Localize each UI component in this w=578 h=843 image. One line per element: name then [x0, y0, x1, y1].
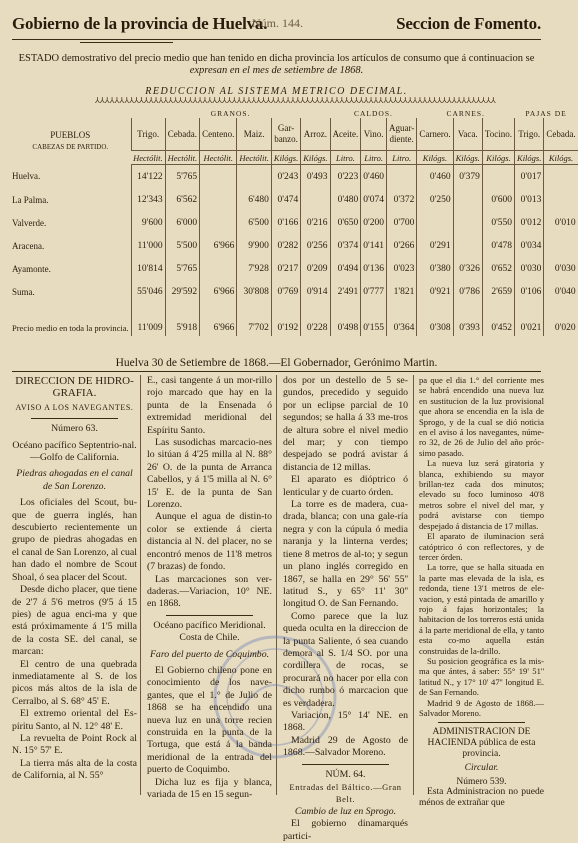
paragraph: El aparato de iluminacion será catóptrico ó con reflectores, y de tercer órden. — [419, 531, 544, 562]
price-cell — [417, 211, 453, 234]
hydrography-heading: DIRECCION DE HIDRO- — [15, 375, 134, 387]
price-cell: 0'020 — [544, 303, 578, 336]
article-header: Cebada. — [544, 118, 578, 151]
price-cell: 0'217 — [271, 257, 300, 280]
price-cell: 0'452 — [482, 303, 514, 336]
table-row — [10, 211, 578, 234]
unit-header: Kilógs. — [453, 151, 482, 165]
table-row — [10, 257, 578, 280]
header-left: Gobierno de la provincia de Huelva. — [12, 14, 268, 33]
signature-rule — [12, 371, 541, 372]
notice-italic-title: Faro del puerto de Coquimbo. — [149, 648, 270, 660]
pueblos-header: PUEBLOS CABEZAS DE PARTIDO. — [32, 129, 109, 151]
price-cell — [237, 165, 272, 189]
article-header: Cebada. — [165, 118, 200, 151]
header-right: Seccion de Fomento. — [396, 14, 541, 33]
price-cell: 0'700 — [387, 211, 417, 234]
page-header — [12, 14, 541, 36]
group-granos: GRANOS. — [210, 108, 251, 118]
section-rule — [438, 722, 526, 723]
circular-label: Circular. — [464, 763, 499, 774]
price-cell: 0'166 — [271, 211, 300, 234]
price-cell: 7'928 — [237, 257, 272, 280]
price-cell: 5'765 — [165, 165, 200, 189]
paragraph: El gobierno dinamarqués partici- — [283, 818, 408, 842]
price-cell: 0'474 — [271, 188, 300, 211]
pueblo-name: Huelva. — [12, 171, 41, 182]
price-cell: 0'074 — [361, 188, 387, 211]
unit-header: Litro. — [387, 151, 417, 165]
price-cell: 0'266 — [387, 234, 417, 257]
price-cell: 6'966 — [200, 234, 237, 257]
price-cell: 0'786 — [453, 280, 482, 303]
table-row — [10, 280, 578, 303]
price-cell: 0'393 — [453, 303, 482, 336]
article-header: Vino. — [361, 118, 387, 151]
price-cell — [200, 211, 237, 234]
price-cell: 6'000 — [165, 211, 200, 234]
paragraph: La nueva luz será giratoria y blanca, exhibiendo su mayor brillan-tez cada dos minutos; elevado su foco luminoso 40'8 metros sobre el nivel del mar, y podrá avistarse con tiempo despejado á distancia de 17 millas. — [419, 458, 544, 531]
price-cell: 29'592 — [165, 280, 200, 303]
price-cell: 0'013 — [515, 188, 544, 211]
paragraph: Madrid 9 de Agosto de 1868.—Salvador Moreno. — [419, 697, 544, 718]
paragraph: Las marcaciones son ver-daderas.—Variacion, 10° NE. en 1868. — [147, 573, 272, 610]
article-header: Trigo. — [131, 118, 165, 151]
unit-header: Hectólit. — [165, 151, 200, 165]
paragraph: dos por un destello de 5 se-gundos, precedido y seguido por un eclipse parcial de 10 segundos; se halla á 33 me-tros de altura sobre el nivel medio del mar; y con tiempo despejado se podrá avistar á distancia de 12 millas. — [283, 375, 408, 473]
article-header: Maiz. — [237, 118, 272, 151]
header-number: Núm. 144. — [252, 16, 303, 30]
price-cell: 0'141 — [361, 234, 387, 257]
price-table — [10, 108, 578, 336]
price-cell: 0'650 — [330, 211, 361, 234]
price-cell: 6'562 — [165, 188, 200, 211]
ornamental-band: ⅄⅄⅄⅄⅄⅄⅄⅄⅄⅄⅄⅄⅄⅄⅄⅄⅄⅄⅄⅄⅄⅄⅄⅄⅄⅄⅄⅄⅄⅄⅄⅄⅄⅄⅄⅄⅄⅄⅄⅄⅄⅄⅄⅄⅄⅄⅄⅄⅄⅄⅄⅄⅄⅄⅄⅄⅄⅄⅄⅄⅄⅄⅄⅄⅄⅄⅄⅄⅄⅄⅄⅄⅄⅄⅄⅄⅄⅄⅄⅄⅄⅄ — [95, 96, 496, 105]
administration-heading: ADMINISTRACION DE HACIENDA pública de esta provincia. — [427, 727, 536, 760]
group-caldos: CALDOS. — [354, 108, 393, 118]
column-4 — [419, 375, 544, 809]
price-cell: 0'494 — [330, 257, 361, 280]
price-cell: 0'012 — [515, 211, 544, 234]
price-cell: 0'480 — [330, 188, 361, 211]
price-cell: 6'480 — [237, 188, 272, 211]
metric-reduction-caption: REDUCCION AL SISTEMA METRICO DECIMAL. — [145, 86, 408, 97]
price-cell — [387, 165, 417, 189]
pueblo-name: Valverde. — [12, 217, 47, 228]
price-cell: 6'966 — [200, 303, 237, 336]
price-cell: 0'192 — [271, 303, 300, 336]
price-cell: 0'023 — [387, 257, 417, 280]
price-cell — [453, 234, 482, 257]
price-cell: 0'326 — [453, 257, 482, 280]
paragraph: Las susodichas marcacio-nes lo sitúan á 4'25 milla al N. 88° 26' O. de la punta de Arranca Cabellos, y á 1'5 milla al N. 6° 15' E. de la punta de San Lorenzo. — [147, 437, 272, 511]
unit-header: Kilógs. — [515, 151, 544, 165]
price-cell: 0'777 — [361, 280, 387, 303]
notice-place: Océano pacífico Meridional. Costa de Chile. — [153, 619, 266, 644]
price-cell: 30'808 — [237, 280, 272, 303]
paragraph: El extremo oriental del Es-píritu Santo, al N. 12° 48' E. — [12, 708, 137, 732]
price-cell: 55'046 — [131, 280, 165, 303]
unit-header: Kilógs. — [482, 151, 514, 165]
group-carnes: CARNES. — [446, 108, 485, 118]
price-cell: 0'223 — [330, 165, 361, 189]
article-header: Vaca. — [453, 118, 482, 151]
price-cell: 0'550 — [482, 211, 514, 234]
price-cell: 9'900 — [237, 234, 272, 257]
paragraph: La torre, que se halla situada en la parte mas elevada de la isla, es redonda, tiene 13'1 metros de ele-vacion, y está pintada de amarillo y rojo á fajas horizontales; la habitacion de los torreros está unida á la parte meridional de ella, y tanto esta co-mo aquella están construidas de la-drillo. — [419, 562, 544, 656]
price-cell — [544, 188, 578, 211]
article-header: Gar- banzo. — [271, 118, 300, 151]
notice-place: Océano pacífico Septentrio-nal.—Golfo de California. — [12, 439, 137, 464]
unit-header: Hectólit. — [200, 151, 237, 165]
section-rule — [31, 418, 119, 419]
price-cell: 0'652 — [482, 257, 514, 280]
price-cell: 0'209 — [301, 257, 330, 280]
paragraph: El Gobierno chileno pone en conocimiento de los nave-gantes, que el 1.° de Julio de 1868 se ha encendido una nueva luz en una torre recien construida en la punta de la Tortuga, que está á la banda meridional de la entrada del puerto de Coquimbo. — [147, 664, 272, 776]
notice-italic-title: Cambio de luz en Sprogo. — [294, 805, 397, 817]
price-cell: 0'228 — [301, 303, 330, 336]
price-cell — [482, 165, 514, 189]
paragraph: pa que el dia 1.° del corriente mes se habrá encendido una nueva luz en sustitucion de la luz provisional que ahora se encendia en la isla de Sprogo, y de la cual se dió noticia en el aviso á los navegantes, núme-ro 32, de 26 de Julio del año próc-simo pasado. — [419, 375, 544, 458]
article-header-row — [10, 118, 578, 151]
paragraph: La revuelta de Point Rock al N. 15° 57' E. — [12, 732, 137, 757]
hydrography-heading-2: GRAFIA. — [52, 387, 97, 400]
paragraph: La tierra más alta de la costa de California, al N. 55° — [12, 757, 137, 782]
price-table-body — [10, 165, 578, 337]
price-cell: 12'343 — [131, 188, 165, 211]
title-line-1: ESTADO demostrativo del precio medio que han tenido en dicha provincia los artículos de consumo que á continuacion se — [18, 53, 535, 64]
governor-signature: Huelva 30 de Setiembre de 1868.—El Gobernador, Gerónimo Martin. — [115, 357, 438, 369]
column-2 — [147, 375, 272, 800]
price-cell: 0'021 — [515, 303, 544, 336]
pueblo-name: Ayamonte. — [12, 263, 51, 274]
unit-header: Kilógs. — [271, 151, 300, 165]
pueblo-name: Precio medio en toda la provincia. — [12, 323, 129, 333]
price-cell: 0'460 — [361, 165, 387, 189]
price-cell — [200, 257, 237, 280]
price-cell: 6'966 — [200, 280, 237, 303]
price-cell: 0'250 — [417, 188, 453, 211]
article-header: Aceite. — [330, 118, 361, 151]
paragraph: Como parece que la luz queda oculta en la direccion de la punta Saliente, ó sea cuando demora al S. 1/4 SO. por una cordillera de rocas, se procurará no hacer por ella con dicho rumbo ó marcacion que es verdadera. — [283, 610, 408, 709]
price-cell: 0'216 — [301, 211, 330, 234]
header-rule — [12, 39, 541, 40]
pueblo-name: Suma. — [12, 286, 35, 297]
price-cell: 0'040 — [544, 280, 578, 303]
price-cell: 0'478 — [482, 234, 514, 257]
price-cell: 0'374 — [330, 234, 361, 257]
price-cell: 0'030 — [515, 257, 544, 280]
price-cell: 0'308 — [417, 303, 453, 336]
paragraph: Aunque el agua de distin-to color se extiende á cierta distancia al N. del placer, no se encontró menos de 11'8 metros (7 brazas) de fondo. — [147, 511, 272, 573]
table-row — [10, 303, 578, 336]
column-3 — [283, 375, 408, 842]
price-cell: 0'379 — [453, 165, 482, 189]
table-row — [10, 234, 578, 257]
price-cell: 0'914 — [301, 280, 330, 303]
paragraph: Madrid 29 de Agosto de 1868.—Salvador Moreno. — [283, 734, 408, 759]
price-cell: 5'918 — [165, 303, 200, 336]
price-cell: 0'136 — [361, 257, 387, 280]
price-cell: 5'765 — [165, 257, 200, 280]
article-columns — [12, 375, 544, 842]
price-cell: 6'500 — [237, 211, 272, 234]
title-line-2: expresan en el mes de setiembre de 1868. — [189, 65, 364, 76]
unit-header: Hectólit. — [237, 151, 272, 165]
price-cell: 0'921 — [417, 280, 453, 303]
section-rule — [166, 615, 254, 616]
price-cell: 14'122 — [131, 165, 165, 189]
column-1 — [12, 375, 137, 795]
article-header: Centeno. — [200, 118, 237, 151]
price-cell: 2'659 — [482, 280, 514, 303]
price-cell: 5'500 — [165, 234, 200, 257]
notice-subheading: Entradas del Báltico.—Gran Belt. — [289, 782, 402, 805]
price-cell: 0'282 — [271, 234, 300, 257]
price-cell: 0'493 — [301, 165, 330, 189]
article-header: Aguar- diente. — [387, 118, 417, 151]
price-cell: 0'106 — [515, 280, 544, 303]
article-header: Trigo. — [515, 118, 544, 151]
price-cell: 0'243 — [271, 165, 300, 189]
price-cell: 0'030 — [544, 257, 578, 280]
price-cell: 0'200 — [361, 211, 387, 234]
price-cell: 2'491 — [330, 280, 361, 303]
price-cell: 11'009 — [131, 303, 165, 336]
price-cell: 0'498 — [330, 303, 361, 336]
unit-header: Litro. — [361, 151, 387, 165]
unit-header: Litro. — [330, 151, 361, 165]
price-cell — [544, 165, 578, 189]
article-header: Arroz. — [301, 118, 330, 151]
table-row — [10, 188, 578, 211]
paragraph: Su posicion geográfica es la mis-ma que ántes, á saber: 55° 19' 51'' latitud N., y 17° 10' 47'' longitud E. de San Fernando. — [419, 655, 544, 698]
paragraph: El aparato es dióptrico ó lenticular y de cuarto órden. — [283, 474, 408, 498]
price-cell: 0'600 — [482, 188, 514, 211]
price-cell: 11'000 — [131, 234, 165, 257]
price-cell: 0'380 — [417, 257, 453, 280]
unit-header: Kilógs. — [544, 151, 578, 165]
price-cell — [453, 188, 482, 211]
paragraph: Desde dicho placer, que tiene de 2'7 á 5'6 metros (9'5 á 15 pies) de agua enci-ma y que está próximamente á 1'5 milla de la costa SE. del canal, se marcan: — [12, 584, 137, 658]
price-cell: 0'460 — [417, 165, 453, 189]
price-cell: 0'034 — [515, 234, 544, 257]
price-cell: 0'372 — [387, 188, 417, 211]
article-header: Tocino. — [482, 118, 514, 151]
article-header: Carnero. — [417, 118, 453, 151]
paragraph: Esta Administracion no puede ménos de extrañar que — [419, 787, 544, 809]
price-cell: 0'291 — [417, 234, 453, 257]
group-pajas: PAJAS DE — [525, 108, 567, 118]
price-cell: 0'155 — [361, 303, 387, 336]
price-cell: 0'010 — [544, 211, 578, 234]
price-cell — [544, 234, 578, 257]
pueblo-name: La Palma. — [12, 194, 49, 205]
unit-header: Kilógs. — [301, 151, 330, 165]
notice-italic-title: Piedras ahogadas en el canal de San Lorenzo. — [16, 468, 133, 492]
notice-number: NÚM. 64. — [325, 768, 366, 780]
header-ornament-rule — [80, 42, 173, 43]
price-cell — [301, 188, 330, 211]
paragraph: Variacion, 15° 14' NE. en 1868. — [283, 709, 408, 734]
paragraph: E., casi tangente á un mor-rillo rojo marcado que hay en la punta de la Ensenada ó extremidad meridional del Espíritu Santo. — [147, 375, 272, 436]
notice-number: Número 539. — [456, 776, 507, 787]
price-cell: 7'702 — [237, 303, 272, 336]
paragraph: Los oficiales del Scout, bu-que de guerra inglés, han descubierto recientemente un grupo de piedras ahogadas en el canal de San Lorenzo, al cual han dado el nombre de Scout Shoal, ó sea placer del Scout. — [12, 497, 137, 583]
group-header-row — [10, 108, 578, 118]
paragraph: Dicha luz es fija y blanca, variada de 15 en 15 segun- — [147, 776, 272, 800]
section-rule — [302, 764, 390, 765]
table-row — [10, 165, 578, 189]
notice-subheading: AVISO A LOS NAVEGANTES. — [15, 402, 134, 412]
unit-header: Kilógs. — [417, 151, 453, 165]
pueblo-name: Aracena. — [12, 240, 45, 251]
price-cell — [453, 211, 482, 234]
table-title — [12, 53, 541, 77]
price-cell — [200, 165, 237, 189]
price-cell: 9'600 — [131, 211, 165, 234]
unit-header: Hectólit. — [131, 151, 165, 165]
price-cell: 1'821 — [387, 280, 417, 303]
price-cell — [200, 188, 237, 211]
price-cell: 0'769 — [271, 280, 300, 303]
price-cell: 0'256 — [301, 234, 330, 257]
price-cell: 10'814 — [131, 257, 165, 280]
paragraph: El centro de una quebrada inmediatamente al S. de los picos más altos de la isla de Cerralbo, al S. 68° 45' E. — [12, 658, 137, 707]
price-cell: 0'364 — [387, 303, 417, 336]
paragraph: La torre es de madera, cua-drada, blanca; con una gale-ría negra y con la cúpula ó media naranja y la linterna verdes; tiene 8 metros de al-to; y segun un plano inglés corregido en 1867, se halla en 29° 56' 55'' latitud S., y 65° 11' 30'' longitud O. de San Fernando. — [283, 499, 408, 610]
notice-number: Número 63. — [51, 423, 98, 435]
price-cell: 0'017 — [515, 165, 544, 189]
